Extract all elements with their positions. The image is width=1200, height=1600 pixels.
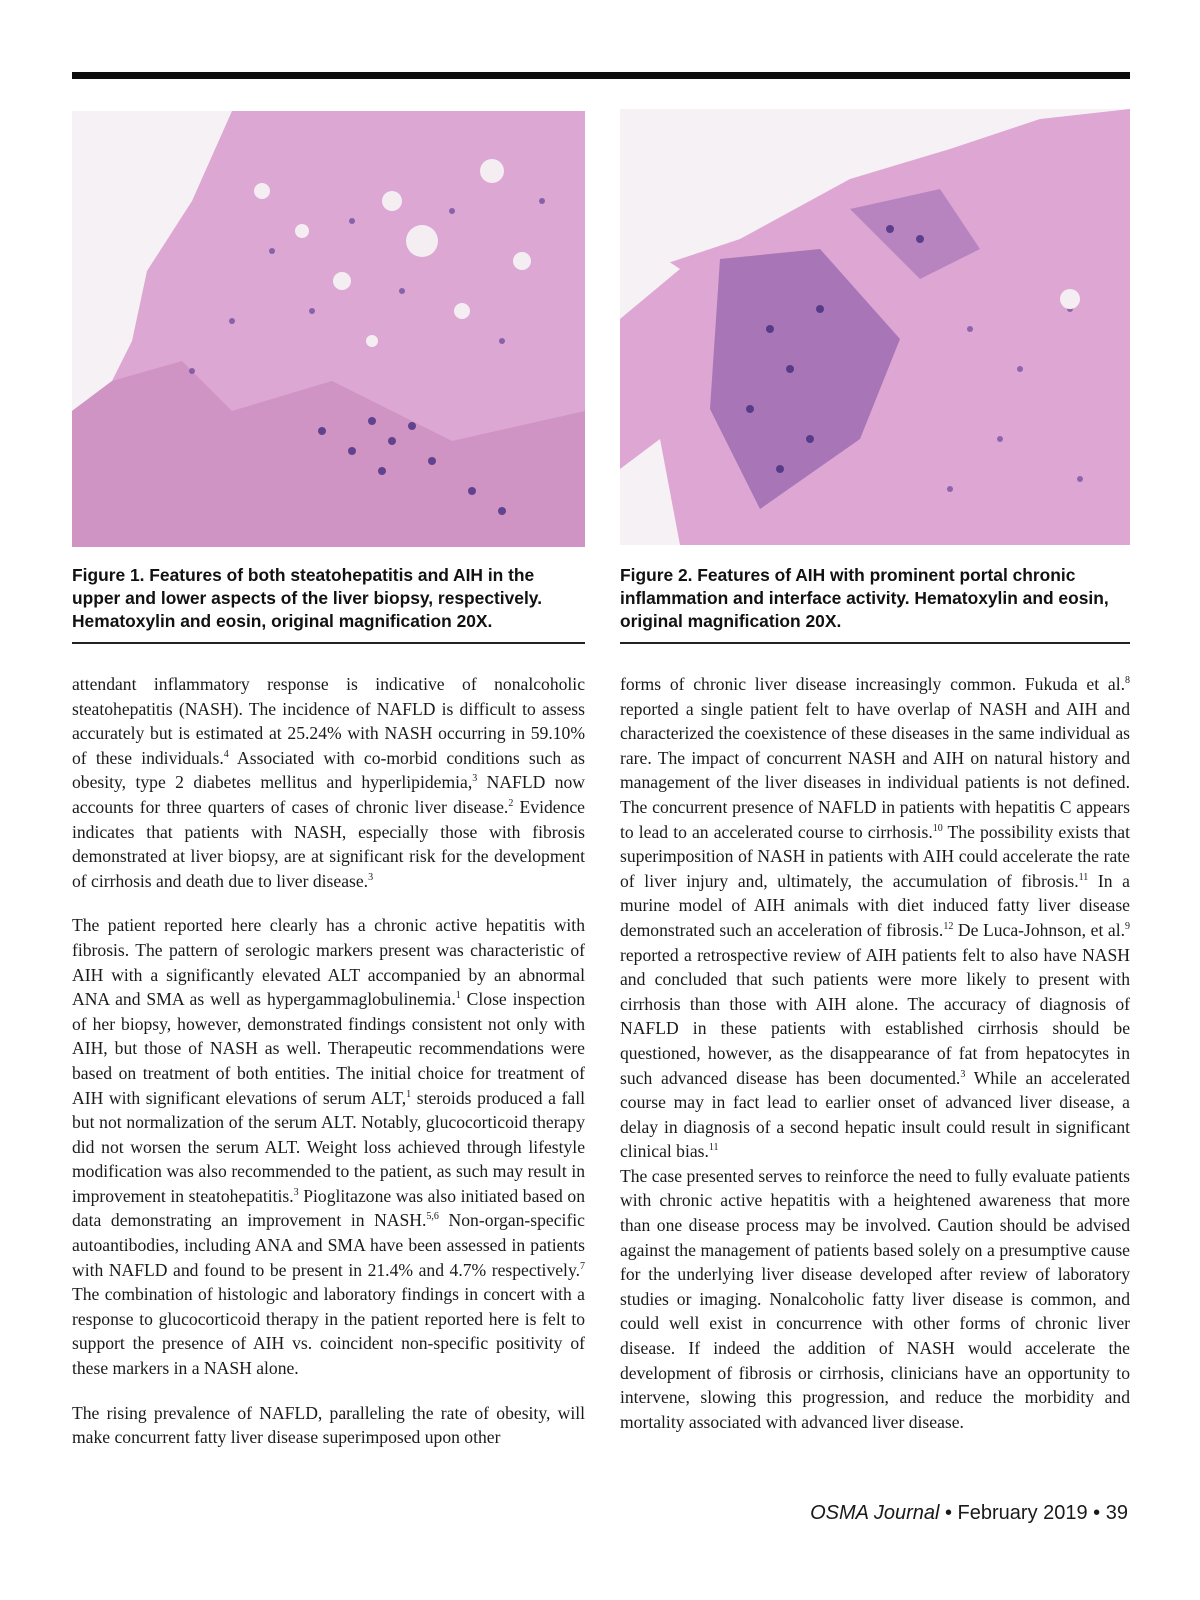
paragraph: The patient reported here clearly has a chronic active hepatitis with fibrosis. The pattern of serologic markers present was characteristic of AIH with a significantly elevated ALT accompanied by an abnormal ANA and SMA as well as hypergammaglobulinemia.$^1$ Close inspection of her biopsy, however, demonstrated findings consistent not only with AIH, but those of NASH as well. Therapeutic recommendations were based on treatment of both entities. The initial choice for treatment of AIH with significant elevations of serum ALT,$^1$ steroids produced a fall but not normalization of the serum ALT. Notably, glucocorticoid therapy did not worsen the serum ALT. Weight loss achieved through lifestyle modification was also recommended to the patient, as such may result in improvement in steatohepatitis.$^3$ Pioglitazone was also initiated based on data demonstrating an improvement in NASH.$^{5,6}$ Non-organ-specific autoantibodies, including ANA and SMA have been assessed in patients with NAFLD and found to be present in 21.4% and 4.7% respectively.$^7$ The combination of histologic and laboratory findings in concert with a response to glucocorticoid therapy in the patient reported here is felt to support the presence of AIH vs. coincident non-specific positivity of these markers in a NASH alone. xyxy=(72,915,585,1379)
figure-2-caption: Figure 2. Features of AIH with prominent portal chronic inflammation and interface activity. Hematoxylin and eosin, original magnification 20X. xyxy=(620,565,1109,631)
top-rule xyxy=(72,72,1130,79)
caption-rule-right xyxy=(620,642,1130,644)
figure-1-image xyxy=(72,111,585,547)
page-footer: OSMA Journal • February 2019 • 39 xyxy=(810,1502,1128,1524)
right-column xyxy=(620,672,1130,1434)
left-column xyxy=(72,672,585,1450)
journal-name: OSMA Journal xyxy=(810,1502,940,1524)
figure-1-caption: Figure 1. Features of both steatohepatitis and AIH in the upper and lower aspects of the liver biopsy, respectively. Hematoxylin and eosin, original magnification 20X. xyxy=(72,565,543,631)
caption-rule-left xyxy=(72,642,585,644)
figure-2-image xyxy=(620,109,1130,545)
paragraph: attendant inflammatory response is indicative of nonalcoholic steatohepatitis (NASH). The incidence of NAFLD is difficult to assess accurately but is estimated at 25.24% with NASH occurring in 59.10% of these individuals.$^4$ Associated with co-morbid conditions such as obesity, type 2 diabetes mellitus and hyperlipidemia,$^3$ NAFLD now accounts for three quarters of cases of chronic liver disease.$^2$ Evidence indicates that patients with NASH, especially those with fibrosis demonstrated at liver biopsy, are at significant risk for the development of cirrhosis and death due to liver disease.$^3$ xyxy=(72,674,585,891)
page-number: 39 xyxy=(1105,1502,1128,1524)
paragraph: forms of chronic liver disease increasingly common. Fukuda et al.$^8$ reported a single patient felt to have overlap of NASH and AIH and characterized the coexistence of these diseases in the same individual as rare. The impact of concurrent NASH and AIH on natural history and management of the liver diseases in individual patients is not defined. The concurrent presence of NAFLD in patients with hepatitis C appears to lead to an accelerated course to cirrhosis.$^{10}$ The possibility exists that superimposition of NASH in patients with AIH could accelerate the rate of liver injury and, ultimately, the accumulation of fibrosis.$^{11}$ In a murine model of AIH animals with diet induced fatty liver disease demonstrated such an acceleration of fibrosis.$^{12}$ De Luca-Johnson, et al.$^9$ reported a retrospective review of AIH patients felt to also have NASH and concluded that such patients were more likely to present with cirrhosis than those with AIH alone. The accuracy of diagnosis of NAFLD in these patients with established cirrhosis should be questioned, however, as the disappearance of fat from hepatocytes in such advanced disease has been documented.$^3$ While an accelerated course may in fact lead to earlier onset of advanced liver disease, a delay in diagnosis of a second hepatic insult could result in significant clinical bias.$^{11}$ xyxy=(620,674,1131,1162)
paragraph: The rising prevalence of NAFLD, paralleling the rate of obesity, will make concurrent fatty liver disease superimposed upon other xyxy=(72,1402,585,1448)
issue-date: February 2019 xyxy=(957,1502,1088,1524)
paragraph: The case presented serves to reinforce the need to fully evaluate patients with chronic active hepatitis with a heightened awareness that more than one disease process may be involved. Caution should be advised against the management of patients based solely on a presumptive cause for the underlying liver disease developed after review of laboratory studies or imaging. Nonalcoholic fatty liver disease is common, and could well exist in concurrence with other forms of chronic liver disease. If indeed the addition of NASH would accelerate the development of fibrosis or cirrhosis, clinicians have an opportunity to intervene, slowing this progression, and reduce the morbidity and mortality associated with advanced liver disease. xyxy=(620,1165,1130,1432)
